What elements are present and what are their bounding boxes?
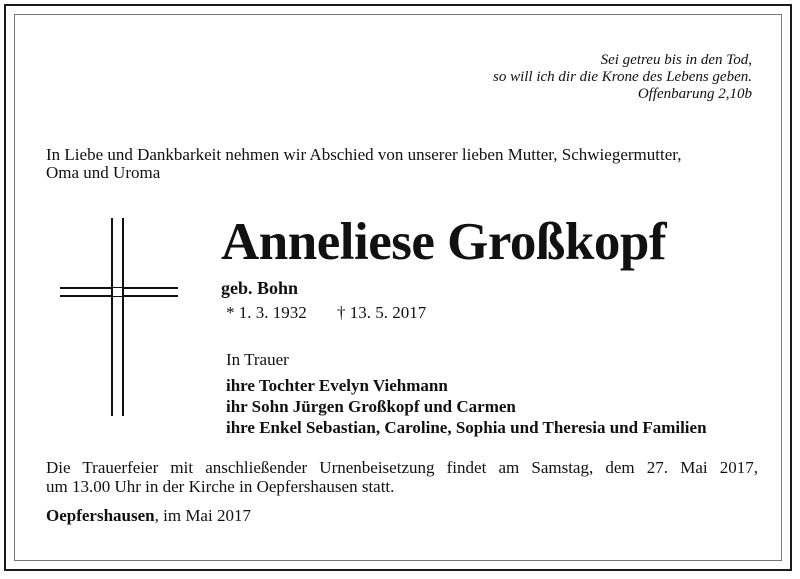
cross-icon	[60, 218, 178, 416]
death-date: † 13. 5. 2017	[337, 303, 427, 322]
place-name: Oepfershausen	[46, 506, 155, 525]
birth-date: * 1. 3. 1932	[226, 303, 307, 322]
mourning-lead: In Trauer	[226, 350, 289, 369]
mourner-line: ihre Tochter Evelyn Viehmann	[226, 376, 448, 395]
intro-line-1: In Liebe und Dankbarkeit nehmen wir Abschied von unserer lieben Mutter, Schwiegermutter,	[46, 145, 682, 164]
life-dates	[226, 303, 426, 323]
mourners-list	[226, 375, 707, 438]
verse-reference: Offenbarung 2,10b	[637, 86, 752, 102]
verse-line-2: so will ich dir die Krone des Lebens geben.	[493, 69, 752, 85]
intro-line-2: Oma und Uroma	[46, 163, 161, 182]
mourner-line: ihre Enkel Sebastian, Caroline, Sophia und Theresia und Familien	[226, 418, 707, 437]
deceased-name: Anneliese Großkopf	[221, 213, 666, 271]
mourner-line: ihr Sohn Jürgen Großkopf und Carmen	[226, 397, 516, 416]
bible-verse	[493, 52, 752, 103]
ceremony-line-2: um 13.00 Uhr in der Kirche in Oepfershausen statt.	[46, 477, 395, 496]
closing-date: , im Mai 2017	[154, 506, 251, 525]
ceremony-info	[46, 458, 758, 496]
place-date	[46, 506, 251, 526]
verse-line-1: Sei getreu bis in den Tod,	[600, 52, 752, 68]
intro-text	[46, 146, 758, 182]
maiden-name: geb. Bohn	[221, 278, 299, 298]
ceremony-line-1: Die Trauerfeier mit anschließender Urnenbeisetzung findet am Samstag, dem 27. Mai 2017,	[46, 458, 758, 477]
